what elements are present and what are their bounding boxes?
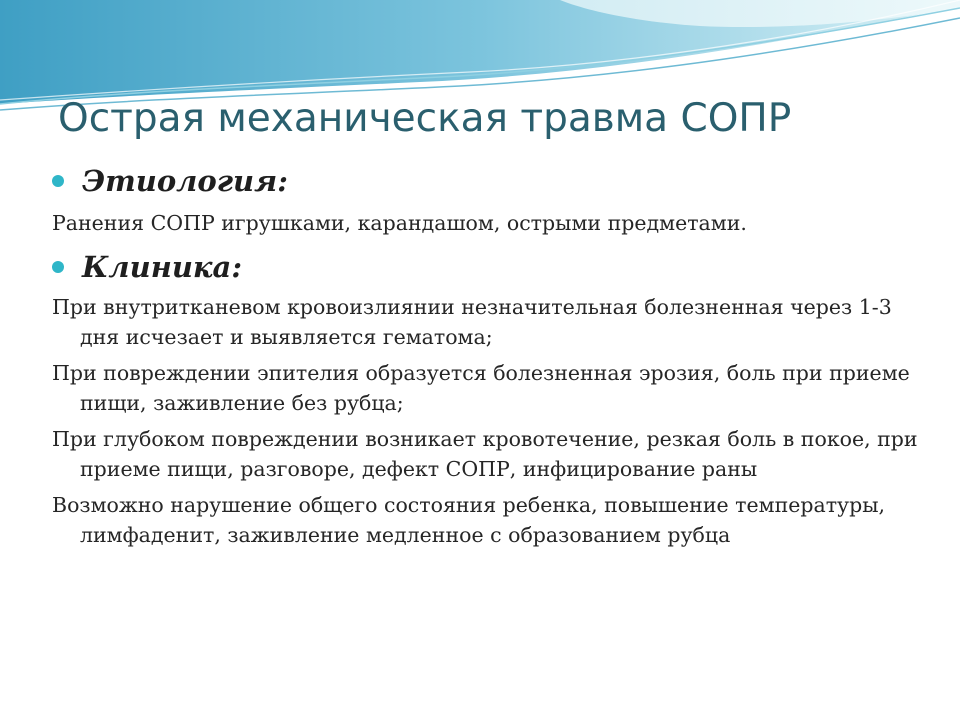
section-heading-etiology <box>52 162 922 200</box>
section-heading-clinic <box>52 248 922 286</box>
etiology-text: Ранения СОПР игрушками, карандашом, острыми предметами. <box>52 211 747 235</box>
section-heading-text: Клиника: <box>82 250 243 284</box>
slide-body <box>52 162 922 550</box>
clinic-paragraph: При глубоком повреждении возникает кровотечение, резкая боль в покое, при приеме пищи, разговоре, дефект СОПР, инфицирование раны <box>52 427 918 481</box>
clinic-paragraph: Возможно нарушение общего состояния ребенка, повышение температуры, лимфаденит, заживление медленное с образованием рубца <box>52 493 886 547</box>
section-heading-text: Этиология: <box>82 164 288 198</box>
bullet-dot-icon <box>52 261 64 273</box>
slide-title: Острая механическая травма СОПР <box>58 96 792 141</box>
bullet-dot-icon <box>52 175 64 187</box>
clinic-paragraph: При повреждении эпителия образуется болезненная эрозия, боль при приеме пищи, заживление без рубца; <box>52 361 910 415</box>
clinic-paragraph: При внутритканевом кровоизлиянии незначительная болезненная через 1-3 дня исчезает и выявляется гематома; <box>52 295 892 349</box>
